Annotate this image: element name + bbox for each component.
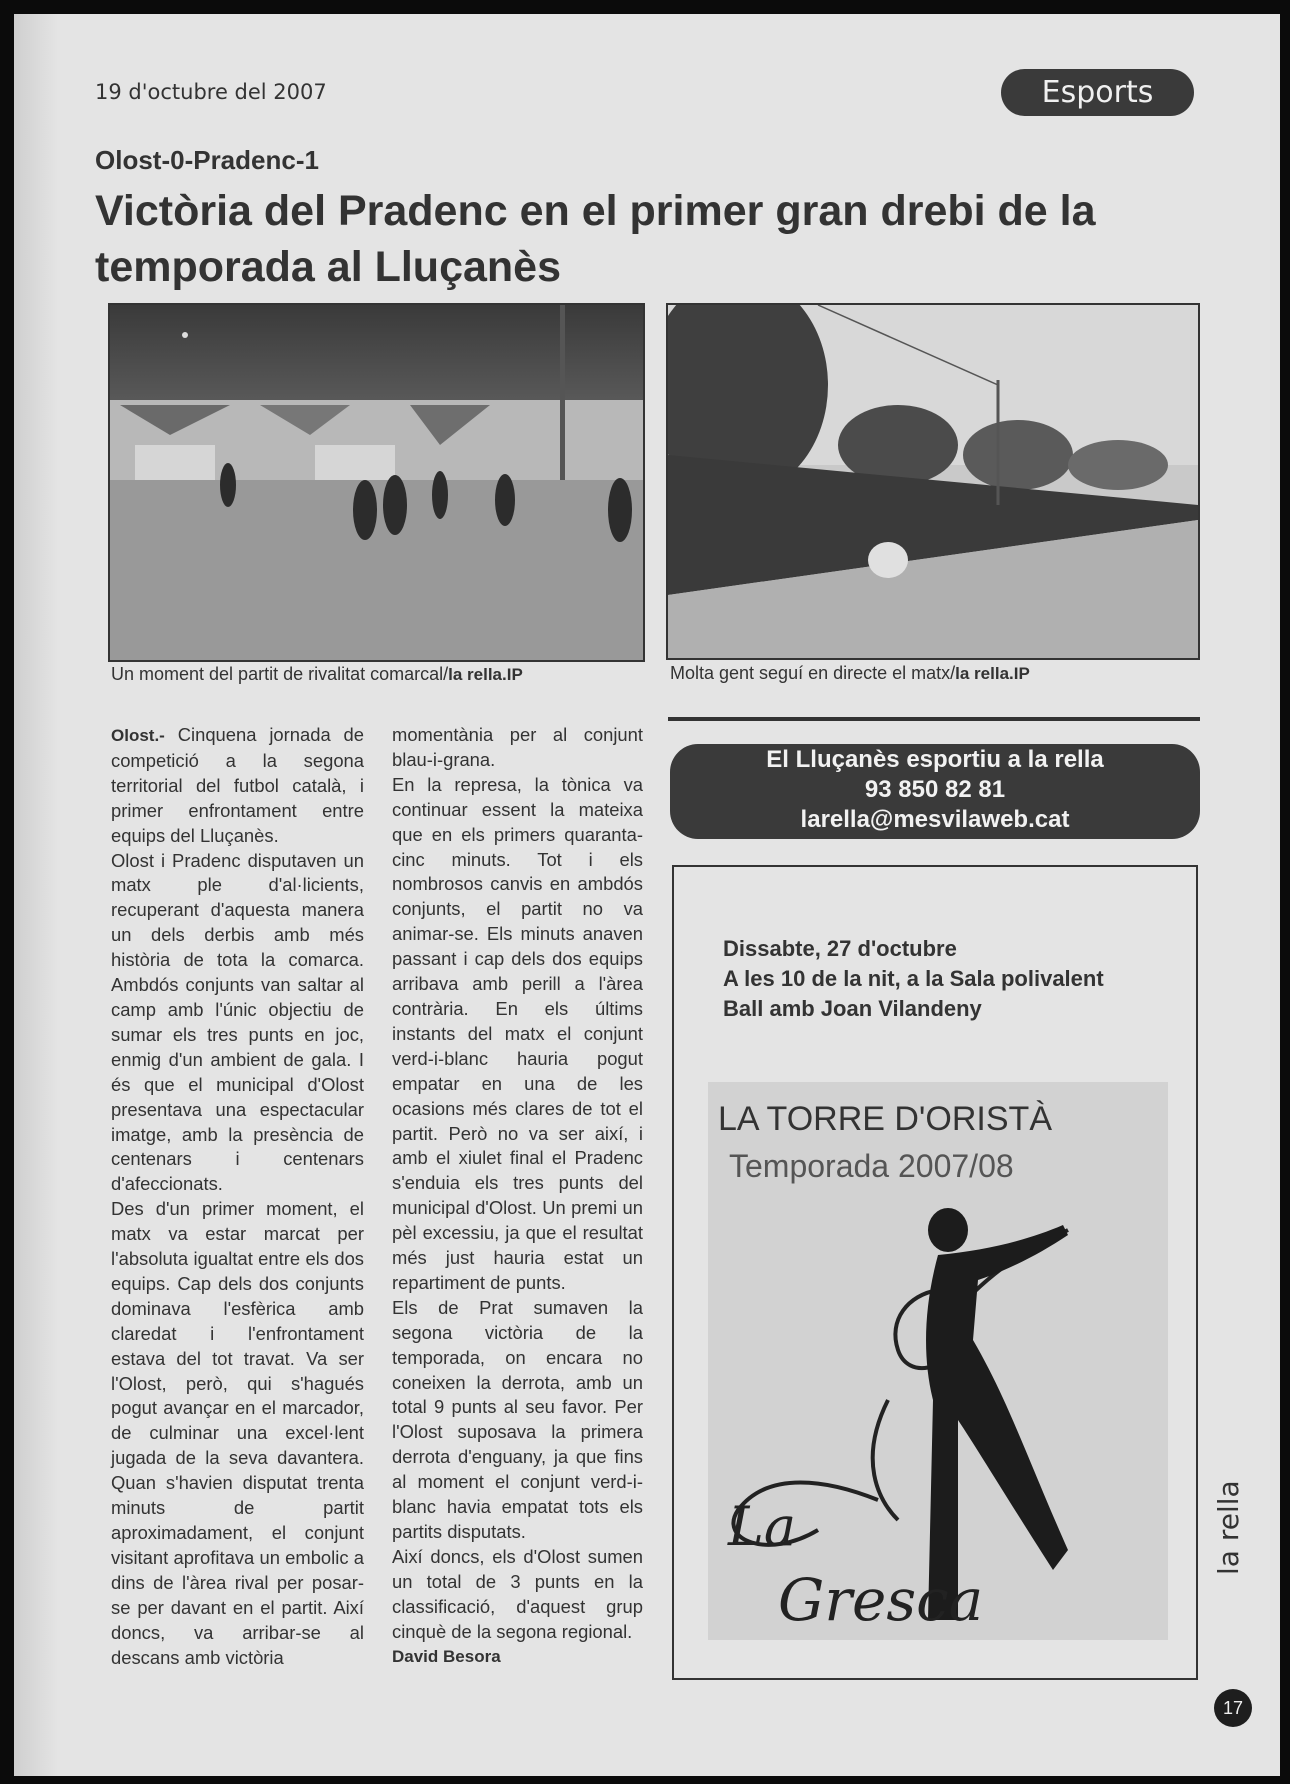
event-details [723, 934, 1104, 1024]
dateline: Olost.- [111, 726, 165, 745]
article-paragraph: En la represa, la tònica va continuar essent la mateixa que en els primers quaranta-cinc minuts. Tot i els nombrosos canvis en ambdós conjunts, el partit no va animar-se. Els minuts anaven passant i cap dels dos equips arribava amb perill a l'àrea contrària. En els últims instants del matx el conjunt verd-i-blanc hauria pogut empatar en una de les ocasions més clares de tot el partit. Però no va ser així, i amb el xiulet final el Pradenc s'enduia els tres punts del municipal d'Olost. Un premi un pèl excessiu, ja que el resultat més just hauria estat un repartiment de punts. [392, 773, 643, 1293]
contact-phone: 93 850 82 81 [864, 776, 1006, 803]
photo-credit: la rella.IP [955, 664, 1030, 683]
issue-date: 19 d'octubre del 2007 [95, 80, 327, 104]
article-headline: Victòria del Pradenc en el primer gran drebi de la temporada al Lluçanès [95, 187, 1096, 291]
article-column-1 [111, 723, 364, 1670]
page-number: 17 [1214, 1689, 1252, 1727]
photo-credit: la rella.IP [448, 665, 523, 684]
photo-caption-2 [670, 663, 1030, 684]
match-score-kicker: Olost-0-Pradenc-1 [95, 145, 319, 175]
dancing-couple-logo [708, 1200, 1168, 1640]
venue-title: LA TORRE D'ORISTÀ [718, 1100, 1052, 1138]
event-time-place: A les 10 de la nit, a la Sala polivalent [723, 966, 1104, 991]
article-paragraph: Olost.- Cinquena jornada de competició a la segona territorial del futbol català, i primer enfrontament entre equips del Lluçanès. [111, 724, 364, 846]
section-badge: Esports [1001, 69, 1194, 116]
event-date: Dissabte, 27 d'octubre [723, 936, 957, 961]
photo-caption-1 [111, 664, 523, 685]
logo-word-gresca: Gresca [778, 1566, 984, 1634]
article-paragraph: Així doncs, els d'Olost sumen un total de 3 punts en la classificació, d'aquest grup cinquè de la segona regional. [392, 1545, 643, 1642]
article-paragraph: Des d'un primer moment, el matx va estar marcat per l'absoluta igualtat entre els dos equips. Cap dels dos conjunts dominava l'esfèrica amb claredat i l'enfrontament estava del tot travat. Va ser l'Olost, però, qui s'hagués pogut avançar en el marcador, de culminar una excel·lent jugada de la seva davantera. Quan s'havien disputat trenta minuts de partit aproximadament, el conjunt visitant aprofitava un embolic a dins de l'àrea rival per posar-se per davant en el partit. Així doncs, va arribar-se al descans amb victòria [111, 1198, 364, 1668]
event-performer: Ball amb Joan Vilandeny [723, 996, 982, 1021]
logo-word-la: La [728, 1495, 797, 1558]
article-paragraph: Olost i Pradenc disputaven un matx ple d'al·licients, recuperant d'aquesta manera un dels derbis amb més història de tota la comarca. Ambdós conjunts van saltar al camp amb l'únic objectiu de sumar els tres punts en joc, enmig d'un ambient de gala. I és que el municipal d'Olost presentava una espectacular imatge, amb la presència de centenars i centenars d'afeccionats. [111, 849, 364, 1195]
article-paragraph: Els de Prat sumaven la segona victòria de la temporada, on encara no coneixen la derrota, amb un total 9 punts al seu favor. Per l'Olost suposava la primera derrota d'enguany, ja que fins al moment el conjunt verd-i-blanc havia empatat tots els partits disputats. [392, 1296, 643, 1542]
contact-title: El Lluçanès esportiu a la rella [766, 746, 1104, 773]
crowd-photo [666, 303, 1200, 660]
binding-gutter [14, 14, 58, 1776]
match-photo [108, 303, 645, 662]
caption-text: Molta gent seguí en directe el matx/ [670, 663, 956, 683]
publication-name: la rella [1212, 1480, 1245, 1575]
article-column-2 [392, 723, 643, 1669]
season-title: Temporada 2007/08 [729, 1148, 1014, 1184]
article-author: David Besora [392, 1646, 501, 1666]
contact-email: larella@mesvilaweb.cat [800, 806, 1070, 833]
divider-rule [668, 717, 1200, 721]
article-paragraph: momentània per al conjunt blau-i-grana. [392, 724, 643, 770]
caption-text: Un moment del partit de rivalitat comarcal/ [111, 664, 449, 684]
contact-box [670, 744, 1200, 839]
